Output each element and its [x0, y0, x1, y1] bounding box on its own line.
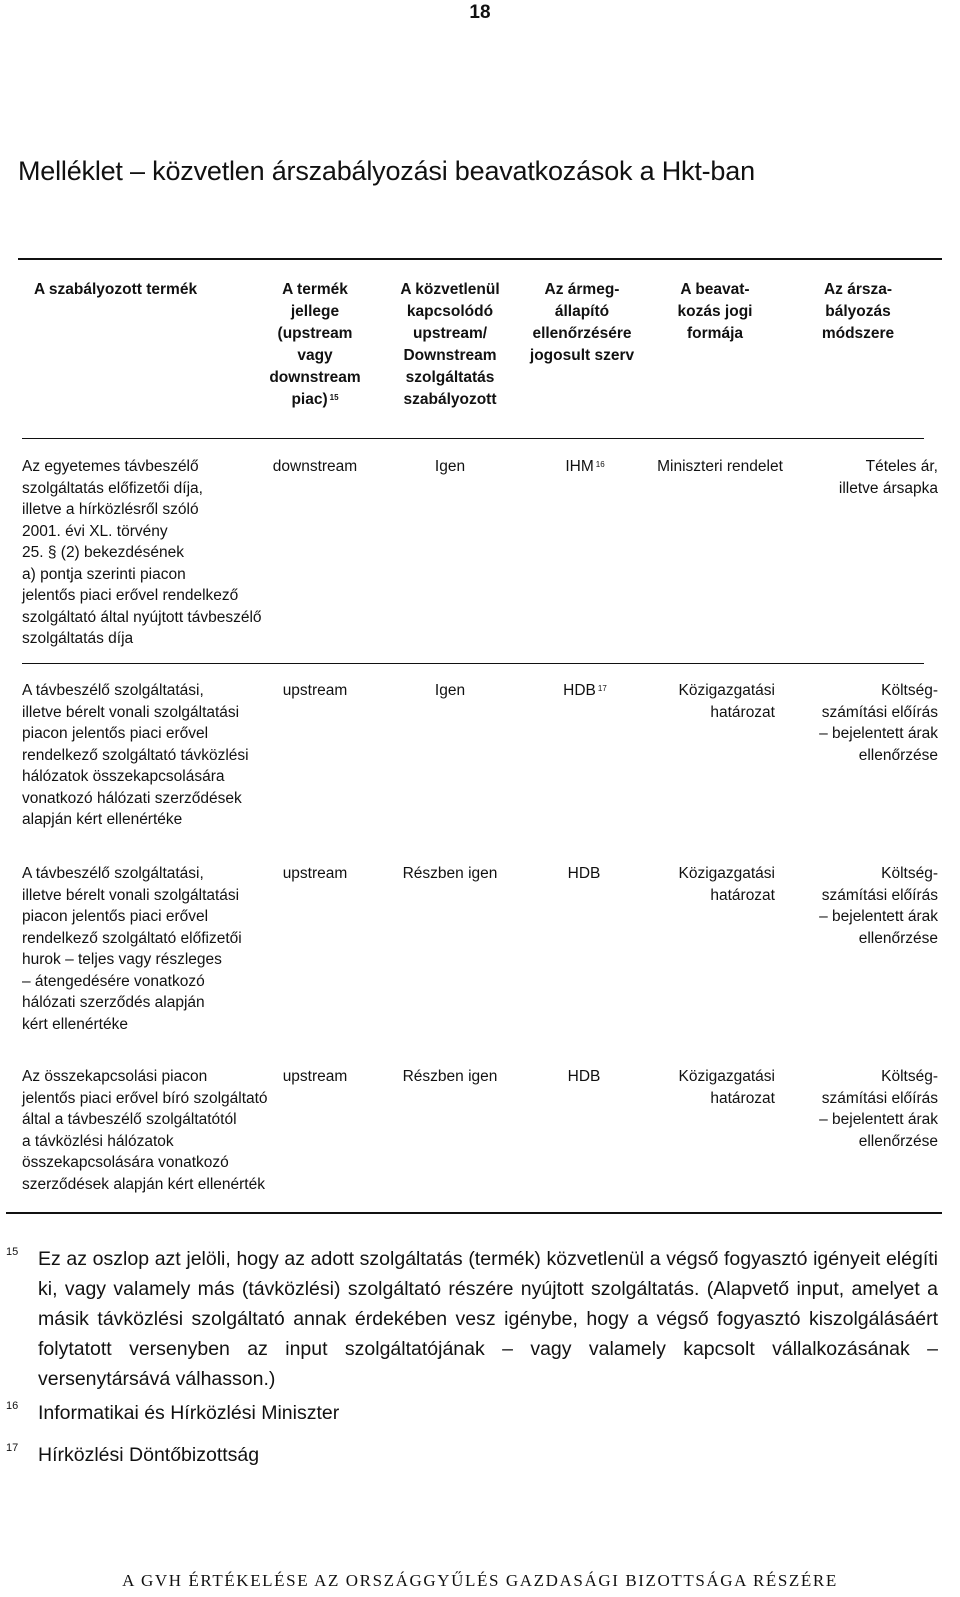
- cell-legal-form: Közigazgatási határozat: [678, 682, 775, 721]
- cell-nature: upstream: [282, 865, 348, 882]
- cell-product: Az összekapcsolási piacon jelentős piaci erővel bíró szolgáltató által a távbeszélő szolgáltatótól a távközlési hálózatok összekapcsolására vonatkozó szerződések alapján kért ellenérték: [22, 1068, 268, 1193]
- row-rule: [22, 663, 924, 664]
- header-rule: [22, 438, 924, 439]
- cell-product: Az egyetemes távbeszélő szolgáltatás előfizetői díja, illetve a hírközlésről szóló 2001. évi XL. törvény 25. § (2) bekezdésének a) pontja szerinti piacon jelentős piaci erővel rendelkező szolgáltató által nyújtott távbeszélő szolgáltatás díja: [22, 458, 262, 647]
- header-method: Az ársza- bályozás módszere: [821, 281, 895, 342]
- cell-method: Költség- számítási előírás – bejelentett árak ellenőrzése: [819, 1068, 938, 1150]
- footnote-text: Informatikai és Hírközlési Miniszter: [38, 1402, 340, 1424]
- page-footer: A GVH ÉRTÉKELÉSE AZ ORSZÁGGYŰLÉS GAZDASÁGI BIZOTTSÁGA RÉSZÉRE: [122, 1571, 838, 1590]
- table-top-rule: [18, 258, 942, 260]
- page-number: 18: [469, 2, 491, 23]
- cell-nature: upstream: [282, 682, 348, 699]
- cell-method: Költség- számítási előírás – bejelentett árak ellenőrzése: [819, 682, 938, 764]
- cell-legal-form: Közigazgatási határozat: [678, 1068, 775, 1107]
- header-related-service: A közvetlenül kapcsolódó upstream/ Downstream szolgáltatás szabályozott: [400, 281, 500, 408]
- cell-method: Tételes ár, illetve ársapka: [838, 458, 938, 497]
- cell-related: Igen: [434, 458, 466, 475]
- cell-nature: upstream: [282, 1068, 348, 1085]
- footnote-text: Ez az oszlop azt jelöli, hogy az adott szolgáltatás (termék) közvetlenül a végső fogyasztó igényeit elégíti ki, vagy valamely más (távközlési) szolgáltató részére nyújtott szolgáltatás. (Alapvető input, amelyet a másik távközlési szolgáltató annak érdekében vesz igénybe, hogy a végső fogyasztó kiszolgálásáért folytatott versenyben az input szolgáltatójának – vagy valamely kapcsolt vállalkozásának – versenytársává válhasson.): [38, 1248, 938, 1390]
- cell-authority: HDB: [567, 1068, 601, 1085]
- cell-related: Igen: [434, 682, 466, 699]
- cell-related: Részben igen: [402, 1068, 498, 1085]
- page-title: Melléklet – közvetlen árszabályozási beavatkozások a Hkt-ban: [18, 156, 755, 186]
- cell-nature: downstream: [272, 458, 358, 475]
- footnote-number: 16: [6, 1400, 19, 1412]
- cell-authority: HDB: [567, 865, 601, 882]
- footnote-text: Hírközlési Döntőbizottság: [38, 1444, 260, 1466]
- cell-method: Költség- számítási előírás – bejelentett árak ellenőrzése: [819, 865, 938, 947]
- cell-product: A távbeszélő szolgáltatási, illetve bérelt vonali szolgáltatási piacon jelentős piaci erővel rendelkező szolgáltató előfizetői hurok – teljes vagy részleges – átengedésére vonatkozó hálózati szerződés alapján kért ellenértéke: [22, 865, 242, 1033]
- header-nature: A termék jellege (upstream vagy downstream piac) $^{15}$: [269, 281, 361, 408]
- footnote-number: 17: [6, 1442, 19, 1454]
- cell-related: Részben igen: [402, 865, 498, 882]
- cell-legal-form: Miniszteri rendelet: [657, 458, 783, 475]
- cell-authority: IHM $^{16}$: [565, 458, 605, 475]
- header-authority: Az ármeg- állapító ellenőrzésére jogosult szerv: [529, 281, 635, 364]
- cell-authority: HDB $^{17}$: [563, 682, 607, 699]
- cell-product: A távbeszélő szolgáltatási, illetve bérelt vonali szolgáltatási piacon jelentős piaci erővel rendelkező szolgáltató távközlési hálózatok összekapcsolására vonatkozó hálózati szerződések alapján kért ellenértéke: [22, 682, 249, 828]
- cell-legal-form: Közigazgatási határozat: [678, 865, 775, 904]
- table-bottom-rule: [6, 1212, 942, 1214]
- header-legal-form: A beavat- kozás jogi formája: [677, 281, 753, 342]
- footnote-number: 15: [6, 1246, 19, 1258]
- header-product: A szabályozott termék: [34, 281, 198, 298]
